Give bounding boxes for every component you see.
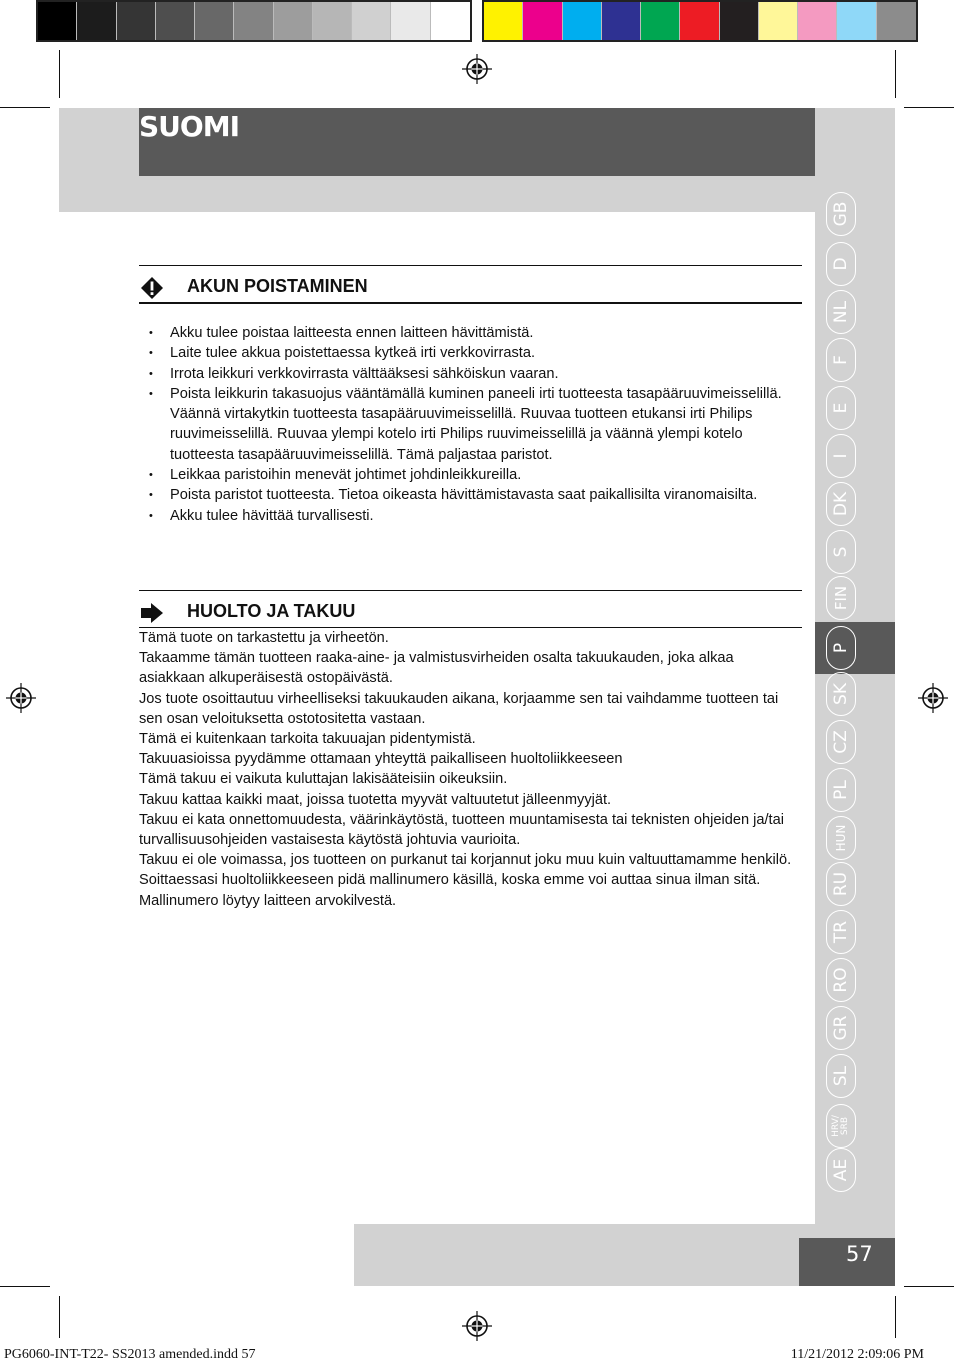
section-rule — [139, 302, 802, 304]
language-tab-hrv-srb[interactable] — [826, 1104, 856, 1148]
language-tab-label: PL — [831, 780, 851, 800]
warranty-text — [139, 628, 803, 911]
grayscale-swatch — [156, 2, 195, 40]
paragraph: Tämä ei kuitenkaan tarkoita takuuajan pidentymistä. — [139, 731, 476, 748]
registration-mark-icon — [462, 1311, 492, 1341]
language-tab-i[interactable] — [826, 434, 856, 478]
language-tab-label: E — [831, 402, 851, 414]
registration-mark-icon — [462, 54, 492, 84]
paragraph: Takuu ei kata onnettomuudesta, väärinkäytöstä, tuotteen muuntamisesta tai teknisten ohjeiden ja/tai turvallisuusohjeiden vastaisesta käytöstä johtuvia vaurioita. — [139, 811, 784, 849]
language-tab-tr[interactable] — [826, 910, 856, 954]
language-tab-label: P — [831, 642, 851, 654]
language-tab-label: SL — [831, 1065, 851, 1087]
section-rule — [139, 590, 802, 591]
grayscale-swatch — [117, 2, 156, 40]
language-tab-label: RO — [831, 967, 851, 993]
language-tab-label: DK — [831, 491, 851, 517]
language-tab-cz[interactable] — [826, 720, 856, 764]
language-tab-pl[interactable] — [826, 768, 856, 812]
arrow-right-icon — [140, 601, 164, 625]
grayscale-swatch — [234, 2, 273, 40]
language-tab-label: F — [831, 355, 851, 365]
language-tab-label: HUN — [834, 824, 848, 852]
section-heading-service: HUOLTO JA TAKUU — [187, 601, 356, 621]
language-tab-f[interactable] — [826, 338, 856, 382]
process-swatch — [798, 2, 837, 40]
process-swatch — [602, 2, 641, 40]
language-tab-p[interactable] — [826, 626, 856, 670]
page-title: SUOMI — [139, 110, 239, 143]
process-swatch — [523, 2, 562, 40]
exclamation-icon — [140, 276, 164, 300]
paragraph: Jos tuote osoittautuu virheelliseksi takuukauden aikana, korjaamme sen tai vaihdamme tuotteen tai sen osan veloituksetta ostotositetta vastaan. — [139, 690, 779, 727]
language-tab-label: D — [831, 257, 851, 271]
process-swatch — [877, 2, 916, 40]
grayscale-swatch — [313, 2, 352, 40]
process-color-bar — [482, 0, 918, 42]
title-bar — [139, 108, 815, 176]
list-item: • Poista paristot tuotteesta. Tietoa oikeasta hävittämistavasta saat paikallisilta viranomaisilta. — [148, 485, 803, 505]
list-item: • Akku tulee poistaa laitteesta ennen laitteen hävittämistä. — [148, 323, 803, 343]
language-tab-s[interactable] — [826, 530, 856, 574]
list-item: • Laite tulee akkua poistettaessa kytkeä irti verkkovirrasta. — [148, 343, 803, 363]
paragraph: Mallinumero löytyy laitteen arvokilvestä. — [139, 892, 397, 909]
crop-mark — [895, 1296, 896, 1338]
crop-mark — [904, 107, 954, 108]
section-heading-battery: AKUN POISTAMINEN — [187, 276, 368, 296]
crop-mark — [0, 1286, 50, 1287]
language-tab-gb[interactable] — [826, 192, 856, 236]
language-tab-e[interactable] — [826, 386, 856, 430]
language-tab-ru[interactable] — [826, 862, 856, 906]
paragraph: Takuu kattaa kaikki maat, joissa tuotetta myyvät valtuutetut jälleenmyyjät. — [139, 791, 612, 808]
process-swatch — [641, 2, 680, 40]
language-tab-label: TR — [831, 920, 851, 944]
language-tab-label: NL — [831, 300, 851, 324]
crop-mark — [59, 1296, 60, 1338]
grayscale-color-bar — [36, 0, 472, 42]
list-item: • Poista leikkurin takasuojus vääntämällä kuminen paneeli irti tuotteesta tasapääruuvimeisselillä. Väännä virtakytkin tuotteesta tasapääruuvimeisselillä. Ruuvaa tuotteen etukansi irti Philips ruuvimeisselillä. Ruuvaa ylempi kotelo irti Philips ruuvimeisselillä ja väännä ylempi kotelo tuotteesta tasapääruuvimeisselillä. Tämä paljastaa paristot. — [148, 384, 803, 465]
language-tab-label: AE — [831, 1158, 851, 1182]
process-swatch — [680, 2, 719, 40]
registration-mark-icon — [6, 683, 36, 713]
crop-mark — [904, 1286, 954, 1287]
paragraph: Takaamme tämän tuotteen raaka-aine- ja valmistusvirheiden osalta takuukauden, joka alkaa asiakkaan alkuperäisestä ostopäivästä. — [139, 650, 734, 687]
page-number: 57 — [846, 1242, 873, 1266]
paragraph: Tämä takuu ei vaikuta kuluttajan lakisääteisiin oikeuksiin. — [139, 771, 508, 788]
grayscale-swatch — [391, 2, 430, 40]
paragraph: Takuu ei ole voimassa, jos tuotteen on purkanut tai korjannut joku muu kuin valtuuttamamme henkilö. — [139, 852, 792, 869]
language-tab-fin[interactable] — [826, 576, 856, 620]
footer-timestamp: 11/21/2012 2:09:06 PM — [790, 1347, 924, 1362]
grayscale-swatch — [431, 2, 470, 40]
paragraph: Soittaessasi huoltoliikkeeseen pidä mallinumero käsillä, koska emme voi auttaa sinua ilman sitä. — [139, 872, 761, 889]
language-tab-dk[interactable] — [826, 482, 856, 526]
language-tab-sk[interactable] — [826, 672, 856, 716]
language-tab-ae[interactable] — [826, 1148, 856, 1192]
list-item: • Leikkaa paristoihin menevät johtimet johdinleikkureilla. — [148, 465, 803, 485]
grayscale-swatch — [77, 2, 116, 40]
language-tab-label: S — [831, 546, 851, 558]
language-tab-label: GR — [831, 1015, 851, 1041]
crop-mark — [59, 50, 60, 98]
language-tab-hun[interactable] — [826, 816, 856, 860]
language-tab-sl[interactable] — [826, 1054, 856, 1098]
process-swatch — [759, 2, 798, 40]
grayscale-swatch — [38, 2, 77, 40]
process-swatch — [484, 2, 523, 40]
grayscale-swatch — [352, 2, 391, 40]
footer-filename: PG6060-INT-T22- SS2013 amended.indd 57 — [4, 1347, 256, 1362]
paragraph: Takuuasioissa pyydämme ottamaan yhteyttä paikalliseen huoltoliikkeeseen — [139, 751, 623, 768]
list-item: • Akku tulee hävittää turvallisesti. — [148, 506, 803, 526]
language-tab-nl[interactable] — [826, 290, 856, 334]
grayscale-swatch — [274, 2, 313, 40]
language-tab-ro[interactable] — [826, 958, 856, 1002]
grayscale-swatch — [195, 2, 234, 40]
paragraph: Tämä tuote on tarkastettu ja virheetön. — [139, 630, 389, 646]
language-tab-label: I — [831, 453, 851, 459]
language-tab-label: SK — [831, 683, 851, 705]
process-swatch — [837, 2, 876, 40]
language-tab-label: HRV/ SRB — [831, 1115, 850, 1137]
crop-mark — [0, 107, 50, 108]
crop-mark — [895, 50, 896, 98]
language-tab-label: GB — [831, 201, 851, 227]
process-swatch — [563, 2, 602, 40]
language-tab-label: FIN — [832, 585, 850, 611]
battery-removal-list — [148, 323, 803, 526]
registration-mark-icon — [918, 683, 948, 713]
language-tab-label: CZ — [831, 730, 851, 754]
process-swatch — [720, 2, 759, 40]
language-tab-d[interactable] — [826, 242, 856, 286]
language-tab-label: RU — [831, 871, 851, 897]
language-tab-gr[interactable] — [826, 1006, 856, 1050]
list-item: • Irrota leikkuri verkkovirrasta välttääksesi sähköiskun vaaran. — [148, 364, 803, 384]
section-rule — [139, 265, 802, 266]
